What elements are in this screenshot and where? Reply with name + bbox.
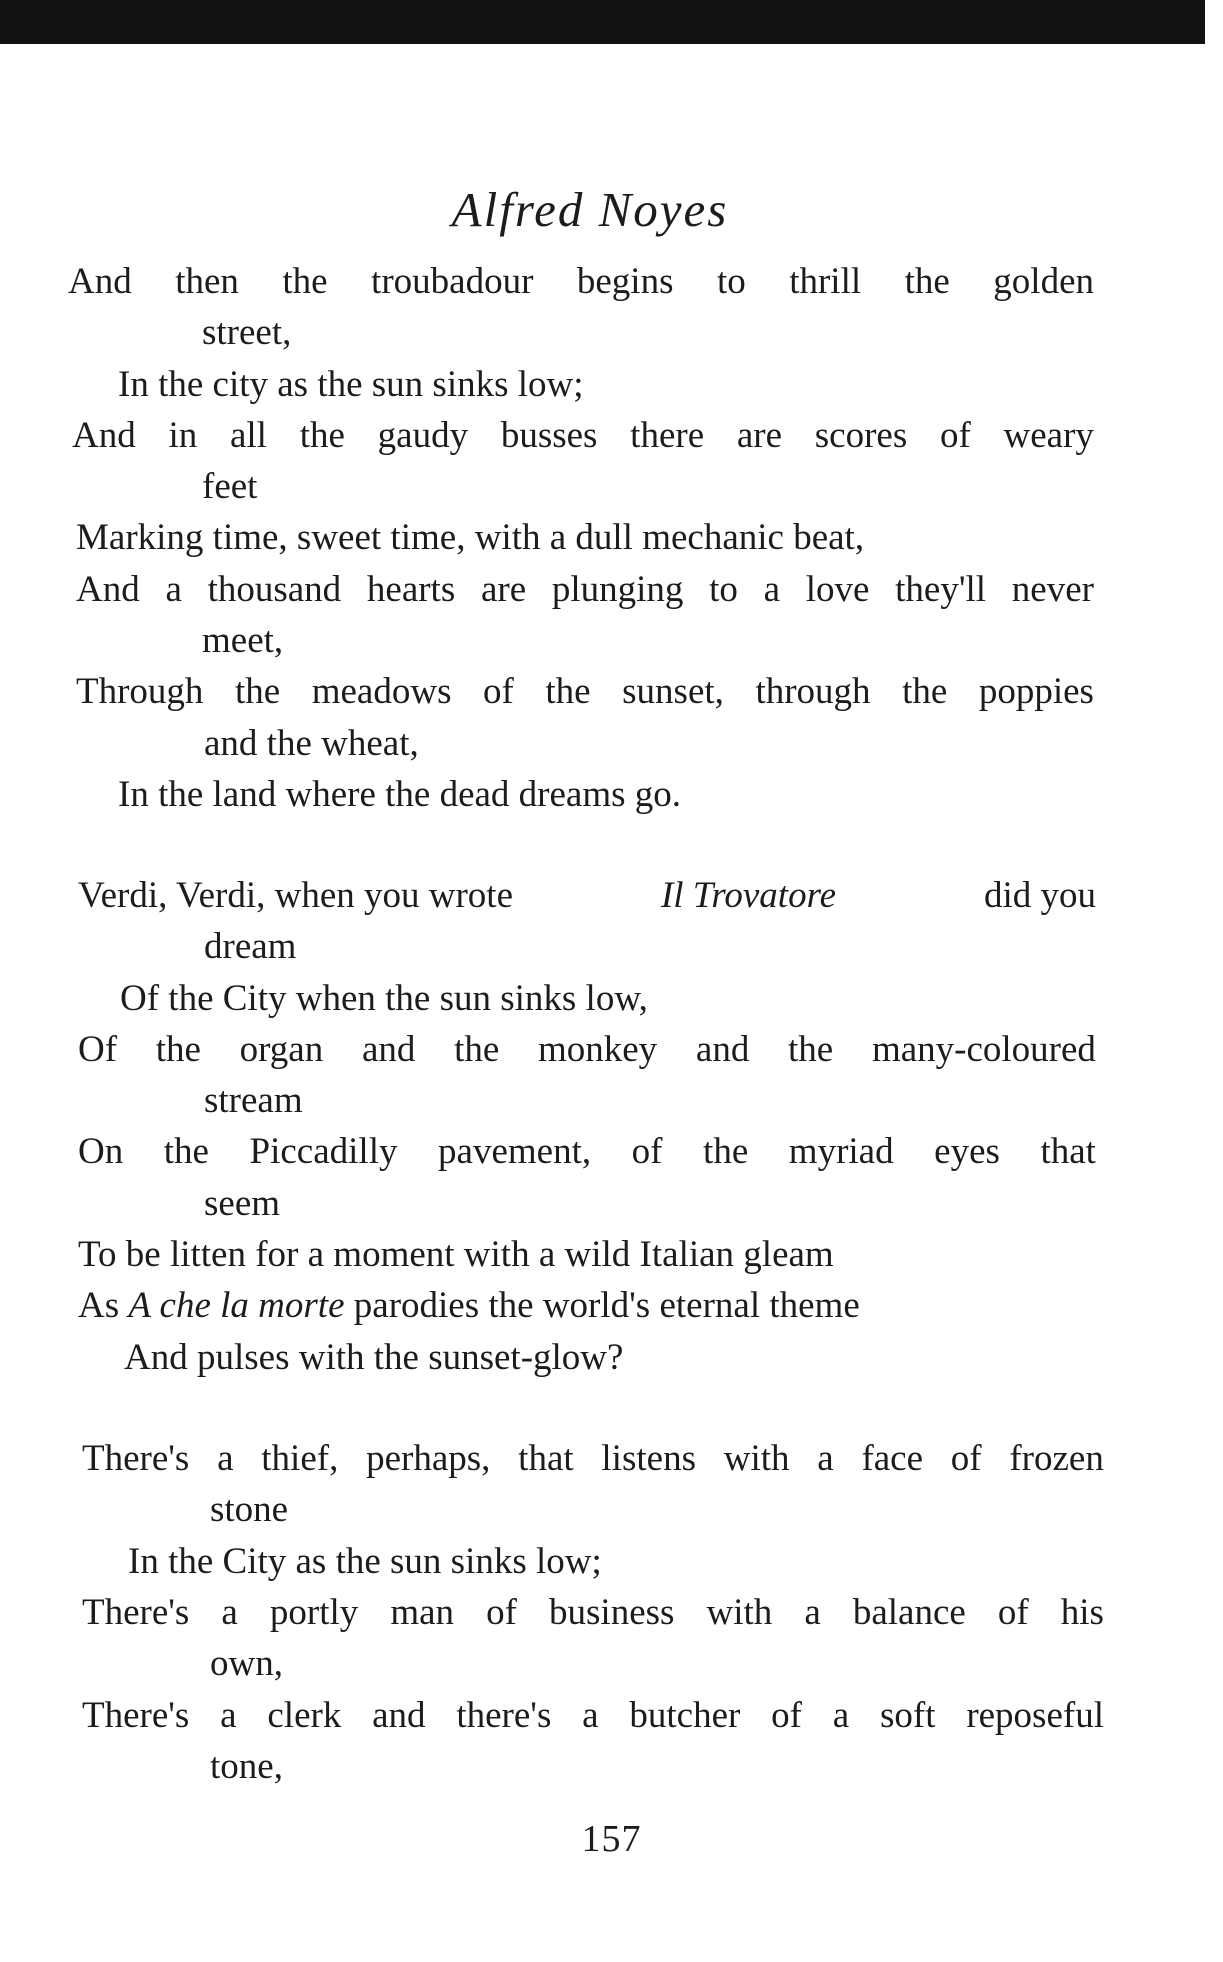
poem-line xyxy=(68,258,1094,306)
word: butcher xyxy=(629,1695,741,1736)
line-text: did you xyxy=(983,875,1096,916)
word: a xyxy=(165,569,182,610)
word: the xyxy=(703,1131,749,1172)
word: that xyxy=(518,1438,574,1479)
word: there's xyxy=(456,1695,552,1736)
poem-line xyxy=(78,1282,860,1330)
word: of xyxy=(631,1131,663,1172)
word: hearts xyxy=(366,569,456,610)
poem-line: In the city as the sun sinks low; xyxy=(118,364,584,405)
word: gaudy xyxy=(377,415,469,456)
word: the xyxy=(454,1029,500,1070)
poem-line: dream xyxy=(204,926,297,967)
poem-line: Of the City when the sun sinks low, xyxy=(120,978,648,1019)
word: and xyxy=(361,1029,416,1070)
word: are xyxy=(480,569,527,610)
poem-line: stone xyxy=(210,1489,289,1530)
poem-line: meet, xyxy=(202,620,284,661)
word: a xyxy=(217,1438,234,1479)
word: many-coloured xyxy=(871,1029,1096,1070)
word: listens xyxy=(601,1438,696,1479)
word: the xyxy=(155,1029,201,1070)
word: There's xyxy=(82,1592,190,1633)
word: balance xyxy=(852,1592,966,1633)
word: soft xyxy=(880,1695,936,1736)
poem-line xyxy=(78,1026,1096,1074)
top-border-rule xyxy=(0,0,1205,44)
word: of xyxy=(483,671,514,712)
poem-line: In the City as the sun sinks low; xyxy=(128,1541,602,1582)
word: thief, xyxy=(261,1438,339,1479)
word: with xyxy=(706,1592,773,1633)
word: Of xyxy=(78,1029,118,1070)
word: thrill xyxy=(789,261,862,302)
word: love xyxy=(805,569,870,610)
word: On xyxy=(78,1131,124,1172)
word: of xyxy=(939,415,971,456)
poem-line: seem xyxy=(204,1183,281,1224)
word: myriad xyxy=(788,1131,894,1172)
word: never xyxy=(1011,569,1094,610)
word: weary xyxy=(1003,415,1094,456)
word: there xyxy=(630,415,705,456)
poem-line xyxy=(82,1692,1104,1740)
poem-line: own, xyxy=(210,1643,283,1684)
italic-title: Il Trovatore xyxy=(660,875,837,916)
word: reposeful xyxy=(966,1695,1104,1736)
word: and xyxy=(372,1695,426,1736)
word: a xyxy=(220,1695,237,1736)
line-text: parodies the world's eternal theme xyxy=(353,1285,860,1326)
word: the xyxy=(234,671,281,712)
word: troubadour xyxy=(371,261,534,302)
word: are xyxy=(736,415,783,456)
word: clerk xyxy=(267,1695,342,1736)
word: meadows xyxy=(311,671,452,712)
word: a xyxy=(832,1695,850,1736)
word: portly xyxy=(269,1592,359,1633)
word: poppies xyxy=(978,671,1094,712)
line-text: Verdi, Verdi, when you wrote xyxy=(78,875,514,916)
word: the xyxy=(902,671,948,712)
line-text: As xyxy=(78,1285,120,1326)
word: through xyxy=(755,671,871,712)
word: and xyxy=(695,1029,750,1070)
word: man xyxy=(390,1592,455,1633)
word: a xyxy=(582,1695,599,1736)
word: the xyxy=(299,415,345,456)
word: And xyxy=(68,261,132,302)
poem-line: tone, xyxy=(210,1746,283,1787)
word: There's xyxy=(82,1695,190,1736)
poem-line xyxy=(78,1128,1096,1176)
word: face xyxy=(861,1438,924,1479)
word: of xyxy=(950,1438,982,1479)
word: to xyxy=(709,569,738,610)
word: organ xyxy=(239,1029,324,1070)
word: the xyxy=(545,671,591,712)
word: a xyxy=(763,569,781,610)
word: plunging xyxy=(551,569,684,610)
page-number: 157 xyxy=(581,1818,642,1860)
word: Piccadilly xyxy=(249,1131,398,1172)
word: his xyxy=(1060,1592,1104,1633)
poem-line: street, xyxy=(202,312,292,353)
word: There's xyxy=(82,1438,190,1479)
italic-quote: A che la morte xyxy=(128,1285,345,1326)
poem-line: and the wheat, xyxy=(204,723,419,764)
word: then xyxy=(175,261,239,302)
poem-line: In the land where the dead dreams go. xyxy=(118,774,682,815)
word: business xyxy=(549,1592,675,1633)
word: And xyxy=(72,415,136,456)
word: in xyxy=(168,415,198,456)
word: all xyxy=(229,415,267,456)
word: with xyxy=(723,1438,790,1479)
word: the xyxy=(163,1131,209,1172)
word: to xyxy=(716,261,746,302)
poem-line: To be litten for a moment with a wild Italian gleam xyxy=(78,1234,834,1275)
word: the xyxy=(788,1029,834,1070)
word: pavement, xyxy=(438,1131,592,1172)
running-head: Alfred Noyes xyxy=(451,182,729,237)
word: thousand xyxy=(207,569,342,610)
poem-line xyxy=(76,566,1094,614)
word: a xyxy=(804,1592,821,1633)
word: that xyxy=(1040,1131,1096,1172)
word: they'll xyxy=(895,569,987,610)
word: eyes xyxy=(934,1131,1000,1172)
word: perhaps, xyxy=(366,1438,491,1479)
word: scores xyxy=(814,415,908,456)
word: the xyxy=(904,261,950,302)
word: monkey xyxy=(537,1029,658,1070)
word: Through xyxy=(76,671,204,712)
word: frozen xyxy=(1009,1438,1104,1479)
poem-line xyxy=(82,1435,1104,1483)
word: a xyxy=(817,1438,834,1479)
word: And xyxy=(76,569,140,610)
word: the xyxy=(282,261,328,302)
word: a xyxy=(221,1592,238,1633)
poem-line xyxy=(82,1589,1104,1637)
word: sunset, xyxy=(622,671,724,712)
poem-line xyxy=(78,872,1096,920)
poem-line: feet xyxy=(202,466,258,507)
poem-line: Marking time, sweet time, with a dull mechanic beat, xyxy=(76,517,865,558)
word: golden xyxy=(993,261,1094,302)
word: of xyxy=(997,1592,1029,1633)
poem-line xyxy=(72,412,1094,460)
poem-line: stream xyxy=(204,1080,303,1121)
word: begins xyxy=(576,261,674,302)
word: busses xyxy=(500,415,598,456)
poem-line: And pulses with the sunset-glow? xyxy=(124,1337,624,1378)
poem-line xyxy=(76,668,1094,716)
word: of xyxy=(771,1695,802,1736)
word: of xyxy=(486,1592,517,1633)
